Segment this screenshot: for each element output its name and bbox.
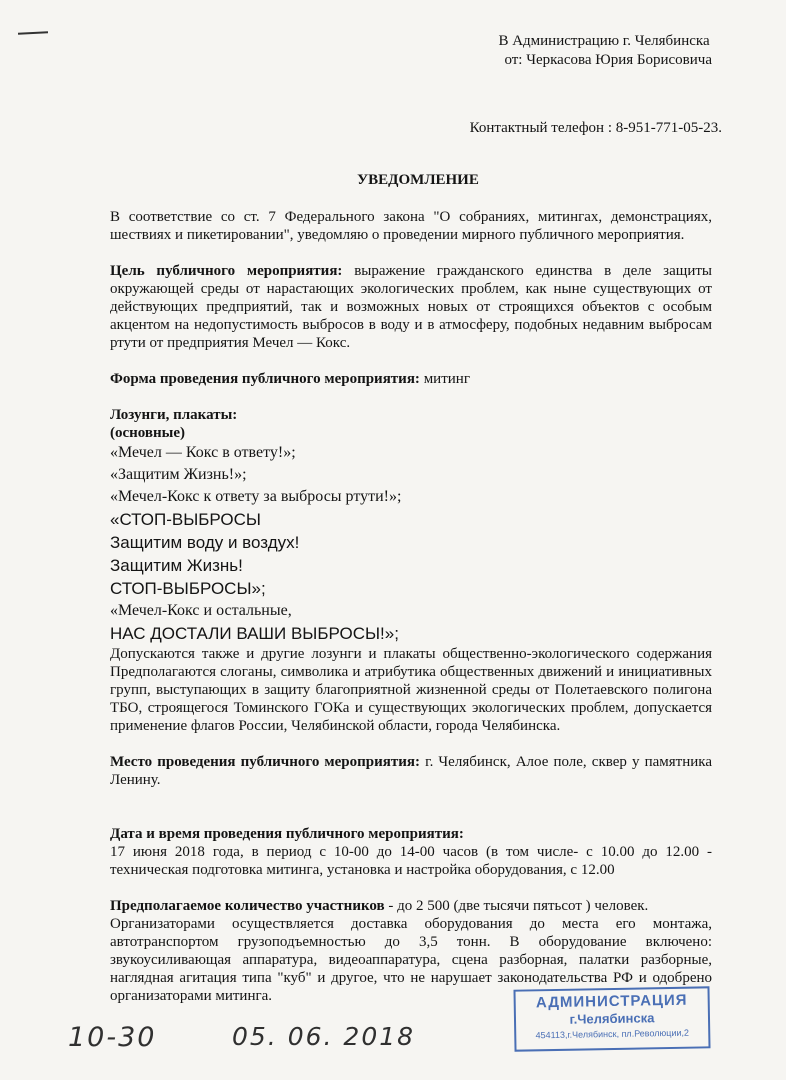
place-label: Место проведения публичного мероприятия:	[110, 754, 421, 770]
stamp-line: г.Челябинска	[569, 1010, 655, 1027]
participants-label: Предполагаемое количество участников	[110, 898, 385, 914]
slogans-sublabel: (основные)	[110, 425, 186, 441]
purpose-label: Цель публичного мероприятия:	[110, 263, 343, 279]
addressee-block	[498, 32, 712, 70]
slogan-item: НАС ДОСТАЛИ ВАШИ ВЫБРОСЫ!»;	[110, 624, 399, 643]
handwritten-time: 10-30	[68, 1022, 157, 1053]
stamp-line: 454113,г.Челябинск, пл.Революции,2	[535, 1027, 690, 1041]
place-paragraph	[110, 753, 712, 789]
slogan-item: СТОП-ВЫБРОСЫ»;	[110, 579, 266, 598]
document-body	[110, 208, 712, 1005]
slogans-label: Лозунги, плакаты:	[110, 407, 238, 423]
datetime-label: Дата и время проведения публичного мероприятия:	[110, 826, 464, 842]
stamp-line: АДМИНИСТРАЦИЯ	[535, 991, 688, 1012]
purpose-paragraph	[110, 262, 712, 352]
document-title: УВЕДОМЛЕНИЕ	[357, 172, 479, 188]
slogan-item: «СТОП-ВЫБРОСЫ	[110, 510, 261, 529]
purpose-text: выражение гражданского единства в деле защиты окружающей среды от нарастающих экологических проблем, как ныне существующих от действующих предприятий, так и возможных новых от строящихся объектов с особым акцентом на недопустимость выбросов в воду и в атмосферу, подобных недавним выбросам ртути от предприятия Мечел — Кокс.	[110, 263, 712, 351]
intro-paragraph: В соответствие со ст. 7 Федерального закона "О собраниях, митингах, демонстрациях, шествиях и пикетировании", уведомляю о проведении мирного публичного мероприятия.	[110, 209, 712, 243]
addressee-to: В Администрацию г. Челябинска	[498, 33, 710, 49]
participants-text: - до 2 500 (две тысячи пятьсот ) человек.	[384, 898, 649, 914]
addressee-from: от: Черкасова Юрия Борисовича	[504, 52, 712, 68]
slogan-item: Защитим Жизнь!	[110, 556, 243, 575]
datetime-text: 17 июня 2018 года, в период с 10-00 до 14-00 часов (в том числе- с 10.00 до 12.00 - техническая подготовка митинга, установка и настройка оборудования, с 12.00	[110, 844, 712, 878]
form-paragraph	[110, 370, 712, 388]
handwritten-date: 05. 06. 2018	[232, 1022, 416, 1051]
administration-stamp	[513, 986, 710, 1051]
slogan-list	[110, 442, 712, 645]
slogan-item: «Мечел-Кокс к ответу за выбросы ртути!»;	[110, 488, 402, 505]
participants-paragraph	[110, 897, 712, 915]
form-label: Форма проведения публичного мероприятия:	[110, 371, 420, 387]
corner-pen-mark	[18, 31, 48, 35]
participants-note: Организаторами осуществляется доставка оборудования до места его монтажа, автотранспортом грузоподъемностью до 3,5 тонн. В оборудование включено: звукоусиливающая аппаратура, видеоаппаратура, сцена разборная, палатки разборные, наглядная агитация типа "куб" и другое, что не нарушает законодательства РФ и одобрено организаторами митинга.	[110, 916, 712, 1004]
slogan-item: Защитим воду и воздух!	[110, 533, 300, 552]
form-text: митинг	[419, 371, 470, 387]
slogan-item: «Мечел — Кокс в ответу!»;	[110, 444, 296, 461]
place-text: г. Челябинск, Алое поле, сквер у памятника Ленину.	[110, 754, 712, 788]
slogan-item: «Мечел-Кокс и остальные,	[110, 602, 292, 619]
contact-phone: Контактный телефон : 8-951-771-05-23.	[469, 120, 722, 136]
slogan-item: «Защитим Жизнь!»;	[110, 466, 247, 483]
slogans-note: Допускаются также и другие лозунги и плакаты общественно-экологического содержания Предполагаются слоганы, символика и атрибутика общественных движений и инициативных групп, выступающих в защиту благоприятной жизненной среды от Полетаевского полигона ТБО, строящегося Томинского ГОКа и существующих экологических проблем, допускается применение флагов России, Челябинской области, города Челябинска.	[110, 646, 712, 734]
